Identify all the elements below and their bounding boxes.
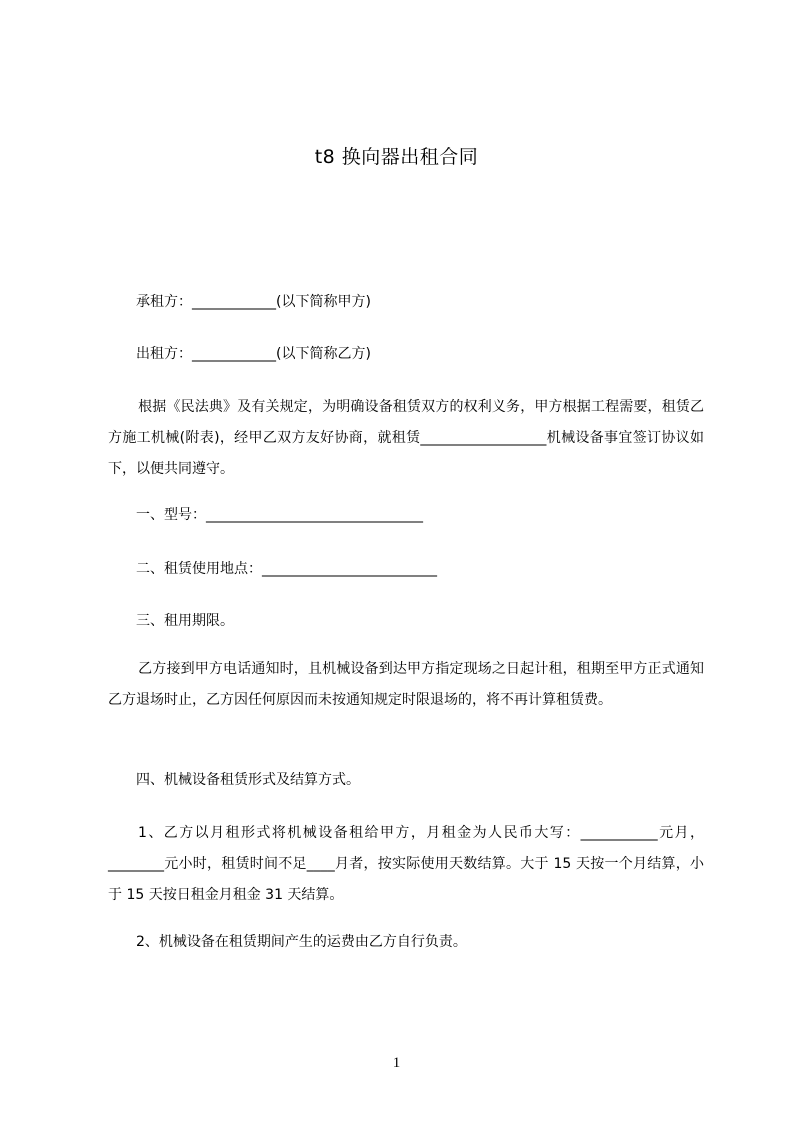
term-paragraph xyxy=(108,654,704,716)
intro-paragraph xyxy=(108,392,704,485)
settlement-item-1-text: 1、乙方以月租形式将机械设备租给甲方，月租金为人民币大写：___________元月，________元小时，租赁时间不足____月者，按实际使用天数结算。大于 15 天按一个月结算，小于 15 天按日租金月租金 31 天结算。 xyxy=(108,825,704,903)
settlement-item-2: 2、机械设备在租赁期间产生的运费由乙方自行负责。 xyxy=(136,934,467,950)
settlement-item-1 xyxy=(108,818,704,911)
clause-model: 一、型号：_______________________________ xyxy=(136,507,423,523)
document-title: t8 换向器出租合同 xyxy=(314,146,479,168)
page-number: 1 xyxy=(392,1055,401,1071)
lessor-line: 出租方：____________(以下简称乙方) xyxy=(136,346,371,362)
clause-term-heading: 三、租用期限。 xyxy=(136,613,234,629)
term-paragraph-text: 乙方接到甲方电话通知时，且机械设备到达甲方指定现场之日起计租，租期至甲方正式通知乙方退场时止，乙方因任何原因而未按通知规定时限退场的，将不再计算租赁费。 xyxy=(108,661,704,708)
clause-location: 二、租赁使用地点：_________________________ xyxy=(136,561,437,577)
clause-settlement-heading: 四、机械设备租赁形式及结算方式。 xyxy=(136,772,360,788)
lessee-line: 承租方：____________(以下简称甲方) xyxy=(136,294,371,310)
intro-paragraph-text: 根据《民法典》及有关规定，为明确设备租赁双方的权利义务，甲方根据工程需要，租赁乙方施工机械(附表)，经甲乙双方友好协商，就租赁__________________机械设备事宜签订协议如下，以便共同遵守。 xyxy=(108,399,704,477)
